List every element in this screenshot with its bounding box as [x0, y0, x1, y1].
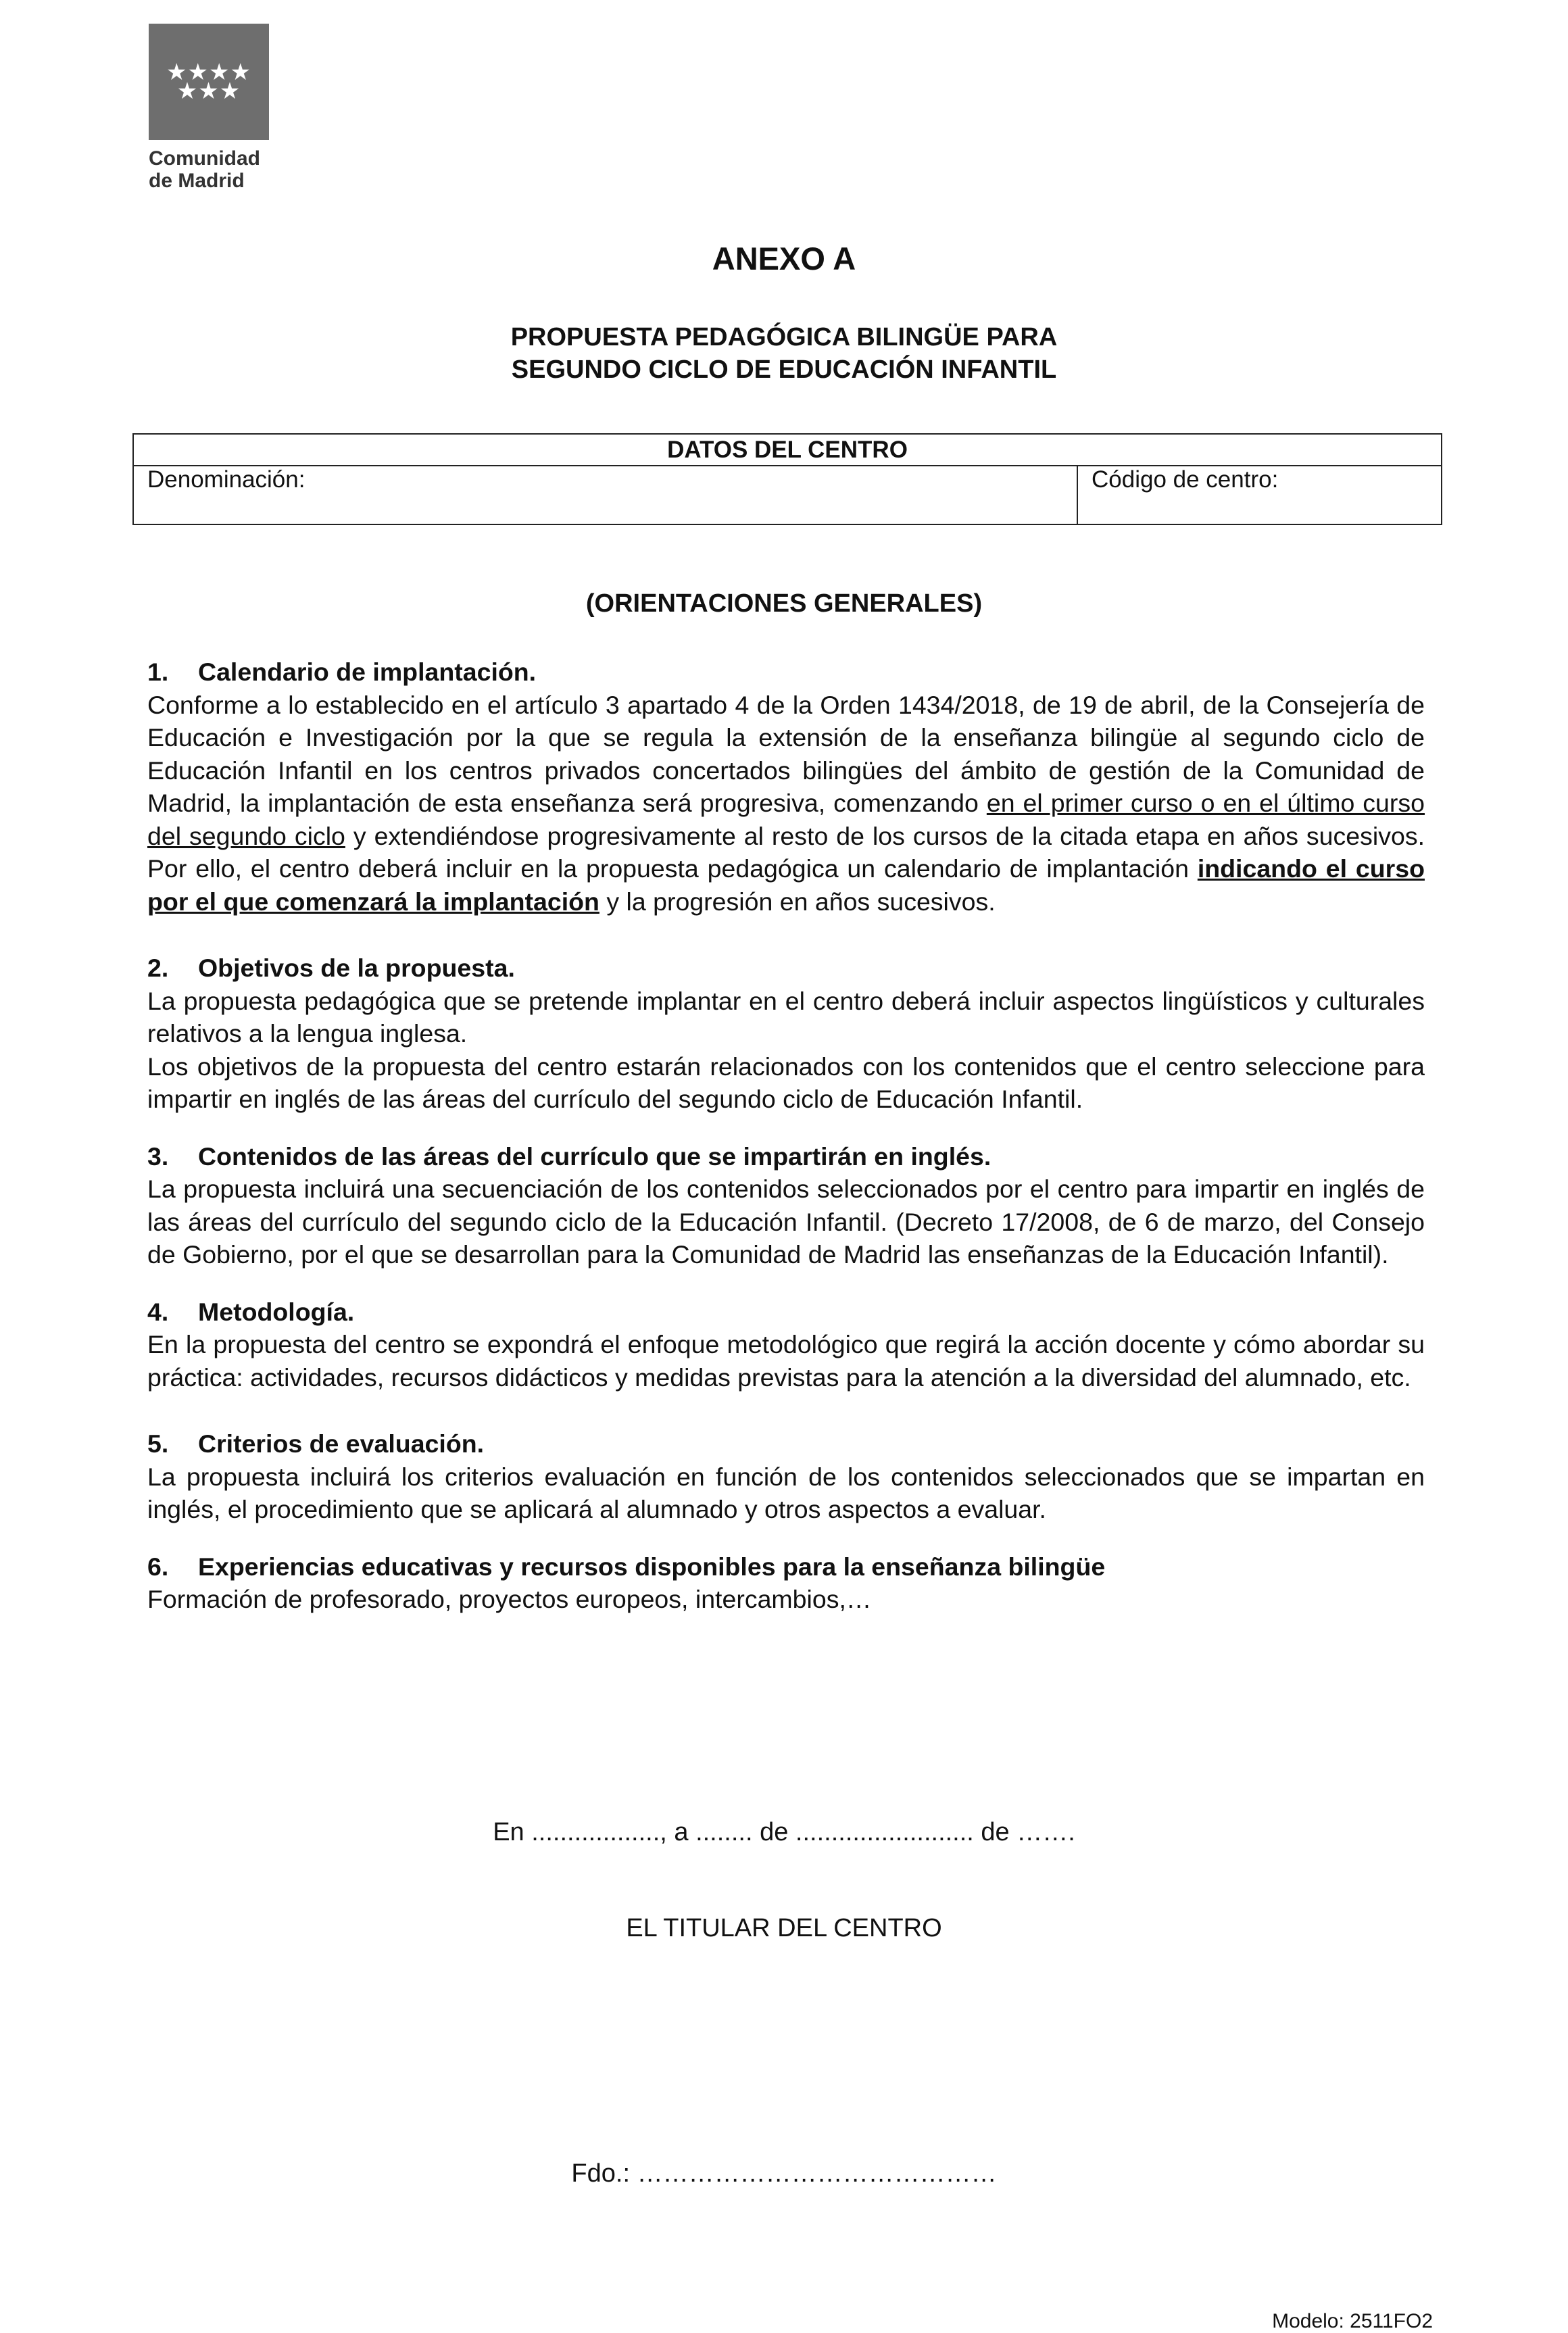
logo-line-1: Comunidad: [149, 147, 260, 170]
codigo-centro-field[interactable]: Código de centro:: [1077, 466, 1442, 524]
section-heading: 2. Objetivos de la propuesta.: [147, 954, 515, 982]
orientaciones-heading: (ORIENTACIONES GENERALES): [585, 589, 983, 618]
datos-centro-header: DATOS DEL CENTRO: [133, 434, 1442, 466]
section-paragraph: En la propuesta del centro se expondrá el enfoque metodológico que regirá la acción docente y cómo abordar su práctica: actividades, recursos didácticos y medidas previstas para la atención a la diversidad del alumnado, etc.: [147, 1330, 1425, 1392]
section-paragraph: Los objetivos de la propuesta del centro estarán relacionados con los contenidos que el centro seleccione para impartir en inglés de las áreas del currículo del segundo ciclo de Educación Infantil.: [147, 1052, 1425, 1113]
logo-line-2: de Madrid: [149, 170, 245, 192]
section-heading: 1. Calendario de implantación.: [147, 658, 537, 686]
section-heading: 4. Metodología.: [147, 1297, 355, 1326]
section-paragraph: La propuesta pedagógica que se pretende implantar en el centro deberá incluir aspectos lingüísticos y culturales relativos a la lengua inglesa.: [147, 986, 1425, 1048]
subtitle-line-1: PROPUESTA PEDAGÓGICA BILINGÜE PARA: [510, 323, 1058, 351]
section-paragraph: La propuesta incluirá los criterios evaluación en función de los contenidos seleccionados que se impartan en inglés, el procedimiento que se aplicará al alumnado y otros aspectos a evaluar.: [147, 1462, 1425, 1523]
section-heading: 5. Criterios de evaluación.: [147, 1429, 485, 1458]
section-paragraph: Conforme a lo establecido en el artículo 3 apartado 4 de la Orden 1434/2018, de 19 de abril, de la Consejería de Educación e Investigación por la que se regula la extensión de la enseñanza bilingüe al segundo ciclo de Educación Infantil en los centros privados concertados bilingües del ámbito de gestión de la Comunidad de Madrid, la implantación de esta enseñanza será progresiva, comenzando en el primer curso o en el último curso del segundo ciclo y extendiéndose progresivamente al resto de los cursos de la citada etapa en años sucesivos. Por ello, el centro deberá incluir en la propuesta pedagógica un calendario de implantación indicando el curso por el que comenzará la implantación y la progresión en años sucesivos.: [147, 690, 1425, 916]
document-subtitle: [0, 321, 1568, 386]
star-icon: ★★★★ ★★★: [166, 59, 251, 104]
section-heading: 6. Experiencias educativas y recursos disponibles para la enseñanza bilingüe: [147, 1552, 1106, 1581]
denominacion-field[interactable]: Denominación:: [133, 466, 1077, 524]
datos-centro-table: [132, 433, 1442, 525]
titular-label: EL TITULAR DEL CENTRO: [626, 1914, 942, 1942]
logo-caption: [149, 147, 260, 192]
subtitle-line-2: SEGUNDO CICLO DE EDUCACIÓN INFANTIL: [511, 355, 1057, 384]
document-body: [147, 656, 1425, 1616]
document-title: ANEXO A: [712, 241, 856, 276]
model-code: Modelo: 2511FO2: [1272, 2310, 1433, 2332]
section-heading: 3. Contenidos de las áreas del currículo que se impartirán en inglés.: [147, 1141, 991, 1171]
comunidad-madrid-logo: [149, 24, 269, 140]
section-paragraph: La propuesta incluirá una secuenciación de los contenidos seleccionados por el centro para impartir en inglés de las áreas del currículo del segundo ciclo de la Educación Infantil. (Decreto 17/2008, de 6 de marzo, del Consejo de Gobierno, por el que se desarrollan para la Comunidad de Madrid las enseñanzas de la Educación Infantil).: [147, 1175, 1425, 1269]
signature-line[interactable]: Fdo.: ……………………………………: [571, 2159, 997, 2188]
section-paragraph: Formación de profesorado, proyectos europeos, intercambios,…: [147, 1585, 872, 1613]
date-line[interactable]: En .................., a ........ de ......................... de …….: [493, 1818, 1075, 1846]
